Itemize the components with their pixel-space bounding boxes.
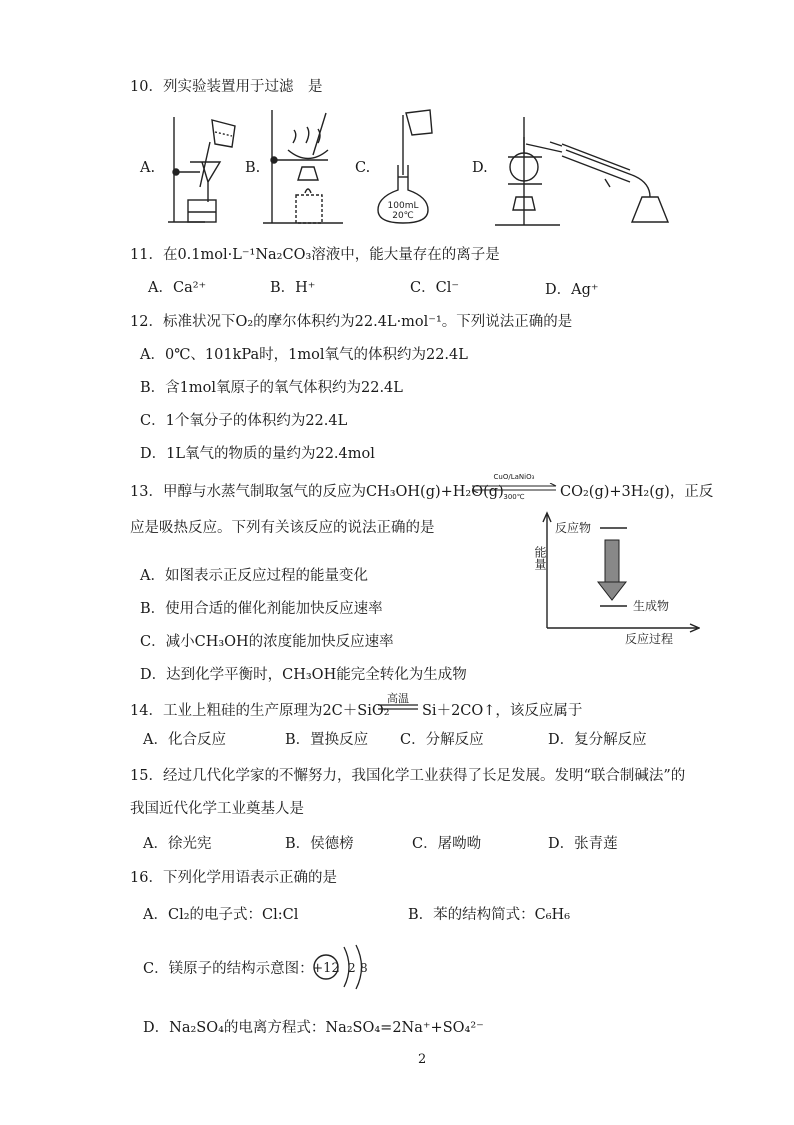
page-number: 2	[418, 1052, 427, 1067]
q15-option-d: D．张青莲	[548, 836, 618, 852]
flask-temperature-label: 20℃	[392, 211, 414, 221]
mg-shell-1-count: 2	[348, 961, 356, 975]
distillation-apparatus-figure	[490, 112, 675, 230]
q16-option-c: C．镁原子的结构示意图：	[143, 961, 314, 977]
flask-volume-label: 100mL	[387, 201, 419, 211]
q11-option-d: D．Ag⁺	[545, 282, 599, 298]
q13-condition-temperature: 300℃	[503, 493, 525, 501]
q14-condition: 高温	[387, 692, 409, 705]
filtration-apparatus-figure	[160, 112, 240, 227]
q11-option-a: A．Ca²⁺	[148, 280, 207, 296]
q10-stem: 10．列实验装置用于过滤 是	[130, 79, 323, 95]
q10-option-a-label: A.	[140, 160, 156, 176]
q13-stem-line2: 应是吸热反应。下列有关该反应的说法正确的是	[130, 520, 435, 536]
q10-option-d-label: D.	[472, 160, 488, 176]
q14-stem-part2: Si＋2CO↑，该反应属于	[422, 703, 583, 719]
q13-stem-part1: 13．甲醇与水蒸气制取氢气的反应为CH₃OH(g)+H₂O(g)	[130, 484, 504, 500]
q14-option-a: A．化合反应	[143, 732, 226, 748]
q12-option-a: A．0℃、101kPa时，1mol氧气的体积约为22.4L	[140, 347, 468, 363]
q13-option-d: D．达到化学平衡时，CH₃OH能完全转化为生成物	[140, 667, 467, 683]
q14-option-b: B．置换反应	[285, 732, 369, 748]
q16-stem: 16．下列化学用语表示正确的是	[130, 870, 337, 886]
q11-stem: 11．在0.1mol·L⁻¹Na₂CO₃溶液中，能大量存在的离子是	[130, 247, 500, 263]
q16-option-b: B．苯的结构简式：C₆H₆	[408, 907, 571, 923]
equals-sign-icon	[378, 704, 418, 710]
q10-option-b-label: B.	[245, 160, 261, 176]
q15-option-c: C．屠呦呦	[412, 836, 482, 852]
q16-option-d: D．Na₂SO₄的电离方程式：Na₂SO₄=2Na⁺+SO₄²⁻	[143, 1020, 484, 1036]
magnesium-atom-diagram	[312, 942, 382, 992]
mg-shell-2-count: 8	[360, 961, 368, 975]
q14-option-d: D．复分解反应	[548, 732, 647, 748]
volumetric-flask-figure	[368, 105, 438, 225]
q14-stem-part1: 14．工业上粗硅的生产原理为2C＋SiO₂	[130, 703, 390, 719]
q15-stem: 15．经过几代化学家的不懈努力，我国化学工业获得了长足发展。发明“联合制碱法”的	[130, 768, 686, 784]
reactant-label: 反应物	[555, 521, 592, 535]
product-label: 生成物	[633, 599, 670, 613]
mg-nucleus-label: +12	[312, 961, 340, 976]
q12-option-b: B．含1mol氧原子的氧气体积约为22.4L	[140, 380, 403, 396]
evaporation-apparatus-figure	[258, 105, 348, 227]
q15-option-a: A．徐光宪	[143, 836, 212, 852]
q13-stem-part2: CO₂(g)+3H₂(g)，正反	[560, 484, 714, 500]
reversible-arrow-icon	[470, 483, 558, 493]
q13-option-c: C．减小CH₃OH的浓度能加快反应速率	[140, 634, 394, 650]
q11-option-b: B．H⁺	[270, 280, 316, 296]
q13-option-a: A．如图表示正反应过程的能量变化	[140, 568, 368, 584]
q12-option-d: D．1L氧气的物质的量约为22.4mol	[140, 446, 375, 462]
q15-option-b: B．侯德榜	[285, 836, 354, 852]
energy-change-arrow-icon	[598, 540, 626, 600]
q12-option-c: C．1个氧分子的体积约为22.4L	[140, 413, 348, 429]
q13-condition-catalyst: CuO/LaNiO₃	[493, 473, 535, 481]
energy-axis-label: 能量	[533, 546, 547, 570]
q11-option-c: C．Cl⁻	[410, 280, 459, 296]
q15-stem-line2: 我国近代化学工业奠基人是	[130, 801, 304, 817]
q10-option-c-label: C.	[355, 160, 371, 176]
reaction-progress-axis-label: 反应过程	[625, 632, 674, 645]
q13-option-b: B．使用合适的催化剂能加快反应速率	[140, 601, 383, 617]
q12-stem: 12．标准状况下O₂的摩尔体积约为22.4L·mol⁻¹。下列说法正确的是	[130, 314, 573, 330]
energy-diagram	[525, 510, 700, 645]
q16-option-a: A．Cl₂的电子式：Cl:Cl	[143, 907, 299, 923]
q14-option-c: C．分解反应	[400, 732, 484, 748]
